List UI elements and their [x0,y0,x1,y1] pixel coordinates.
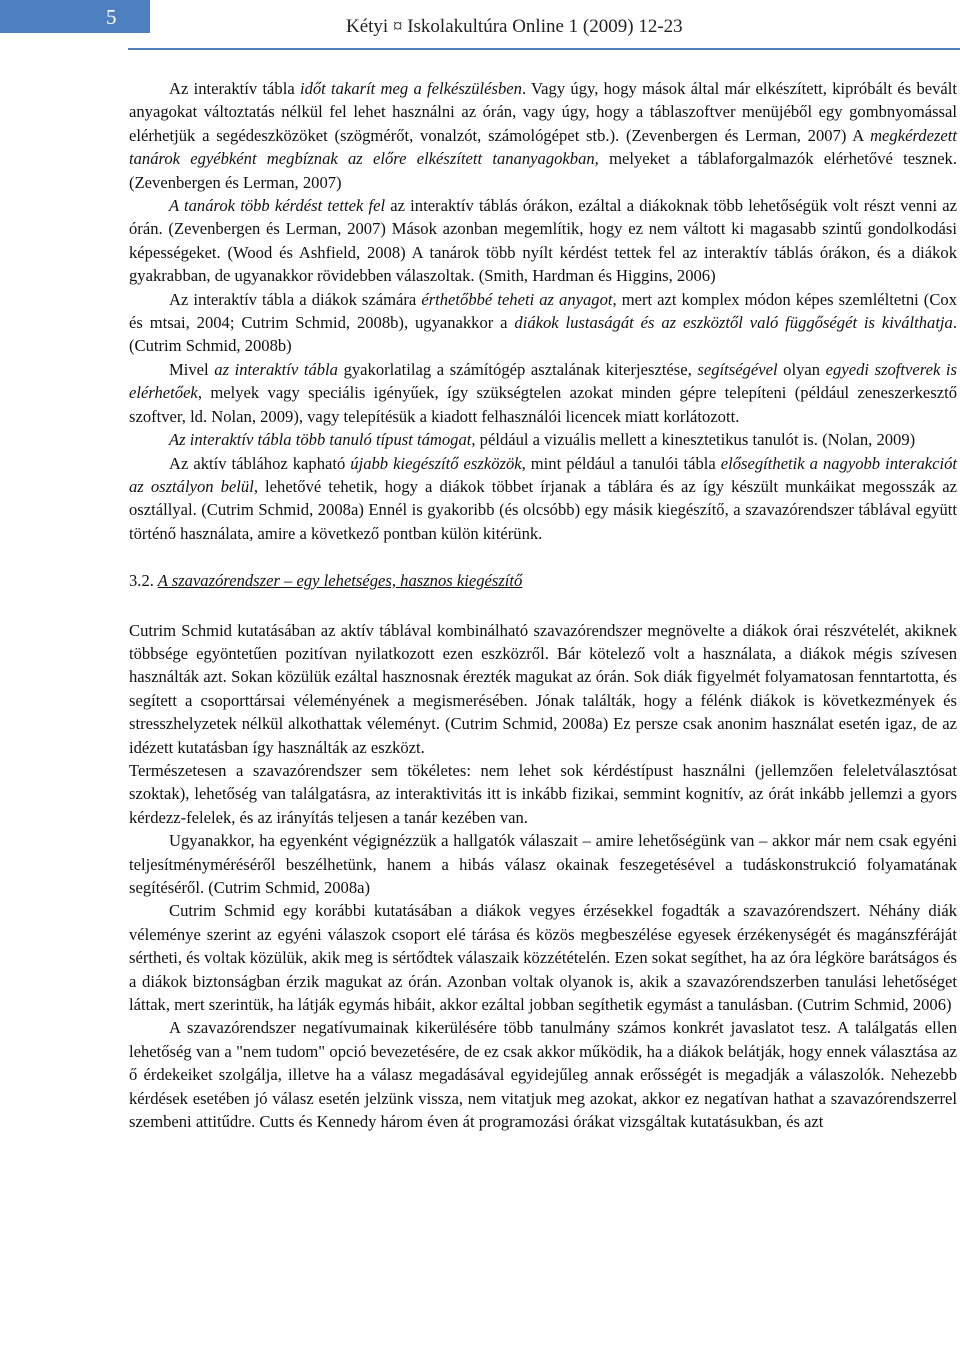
paragraph-6: Az aktív táblához kapható újabb kiegészítő eszközök, mint például a tanulói tábla elősegíthetik a nagyobb interakciót az osztályon belül, lehetővé tehetik, hogy a diákok többet írjanak a táblára és az így készült munkáikat megosszák az osztállyal. (Cutrim Schmid, 2008a) Ennél is gyakoribb (és olcsóbb) egy másik kiegészítő, a szavazórendszer táblával együtt történő használata, amire a következő pontban külön kitérünk. [129,453,957,543]
paragraph-5: Az interaktív tábla több tanuló típust támogat, például a vizuális mellett a kinesztetikus tanulót is. (Nolan, 2009) [169,430,916,450]
paragraph-9: Ugyanakkor, ha egyenként végignézzük a hallgatók válaszait – amire lehetőségünk van – akkor már nem csak egyéni teljesítményméréséről beszélhetünk, hanem a hibás válasz okainak feszegetésével a tudáskonstrukció folyamatának segítéséről. (Cutrim Schmid, 2008a) [129,831,957,897]
paragraph-2: A tanárok több kérdést tettek fel az interaktív táblás órákon, ezáltal a diákoknak több lehetőségük volt részt venni az órán. (Zevenbergen és Lerman, 2007) Mások azonban megemlítik, hogy ez nem váltott ki magasabb szintű gondolkodási képességeket. (Wood és Ashfield, 2008) A tanárok több nyílt kérdést tettek fel az interaktív táblás órákon, és a diákok gyakrabban, de ugyanakkor rövidebben válaszoltak. (Smith, Hardman és Higgins, 2006) [129,196,957,286]
paragraph-8: Természetesen a szavazórendszer sem tökéletes: nem lehet sok kérdéstípust használni (jellemzően feleletválasztósat szoktak), lehetőség van találgatásra, az interaktivitás itt is inkább fizikai, semmint kognitív, az órát inkább jellemzi a gyors kérdezz-felelek, és az irányítás teljesen a tanár kezében van. [129,760,957,827]
paragraph-11: A szavazórendszer negatívumainak kikerülésére több tanulmány számos konkrét javaslatot tesz. A találgatás ellen lehetőség van a "nem tudom" opció bevezetésére, de ez csak akkor működik, ha a diákok belátják, hogy ennek választása az ő érdekeiket szolgálja, illetve ha a válasz megadásával egyidejűleg annak erősségét is megadják a válaszolók. Nehezebb kérdések esetében jó válasz esetén jelzünk vissza, nem vitatjuk meg azokat, akkor ez negatívan hathat a szavazórendszerrel szembeni attitűdre. Cutts és Kennedy három éven át programozási órákat vizsgáltak kutatásukban, és azt [129,1018,957,1132]
paragraph-1: Az interaktív tábla időt takarít meg a felkészülésben. Vagy úgy, hogy mások által már elkészített, kipróbált és bevált anyagokat változtatás nélkül fel lehet használni az órán, vagy úgy, hogy a táblaszoftver menüjéből egy gombnyomással elérhetjük a segédeszközöket (szögmérőt, vonalzót, számológépet stb.). (Zevenbergen és Lerman, 2007) A megkérdezett tanárok egyébként megbíznak az előre elkészített tananyagokban, melyeket a táblaforgalmazók elérhetővé tesznek. (Zevenbergen és Lerman, 2007) [129,79,958,192]
header-rule [128,48,960,50]
section-number: 3.2. [129,571,154,591]
section-heading [129,569,957,592]
section-title: A szavazórendszer – egy lehetséges, hasznos kiegészítő [157,571,523,591]
paragraph-10: Cutrim Schmid egy korábbi kutatásában a diákok vegyes érzésekkel fogadták a szavazórendszert. Néhány diák véleménye szerint az egyéni válaszok csoport elé tárása és közös megbeszélése egyesek érzékenységét és magánszféráját sértheti, és voltak közülük, akik meg is sértődtek válaszaik közzétételén. Ezen sokat segíthet, ha az óra légköre barátságos és a diákok biztonságban érzik magukat az órán. Azonban voltak olyanok is, akik a szavazórendszerben tanulási lehetőséget láttak, mert szerintük, ha látják egymás hibáit, akkor ezáltal jobban segíthetik egymást a tanulásban. (Cutrim Schmid, 2006) [129,901,957,1015]
article-body [129,77,957,1133]
paragraph-7: Cutrim Schmid kutatásában az aktív táblával kombinálható szavazórendszer megnövelte a diákok órai részvételét, akiknek többsége egyöntetűen pozitívan nyilatkozott ezen eszközről. Bár kötelező volt a használata, a diákok mégis szívesen használták azt. Sokan közülük ezáltal hasznosnak érezték magukat az órán. Sok diák figyelmét folyamatosan fenntartotta, és segített a csoporttársai véleményének a megismerésében. Jónak találták, hogy a félénk diákok is következmények és stresszhelyzetek nélkül alkothattak véleményt. (Cutrim Schmid, 2008a) Ez persze csak anonim használat esetén igaz, de az idézett kutatásban így használták az eszközt. [129,620,957,757]
paragraph-4: Mivel az interaktív tábla gyakorlatilag a számítógép asztalának kiterjesztése, segítségével olyan egyedi szoftverek is elérhetőek, melyek vagy speciális igényűek, így szükségtelen azokat minden gépre telepíteni (például zeneszerkesztő szoftver, ld. Nolan, 2009), vagy telepítésük a kiadott felhasználói licencek miatt korlátozott. [129,359,958,426]
paragraph-3: Az interaktív tábla a diákok számára érthetőbbé teheti az anyagot, mert azt komplex módon képes szemléltetni (Cox és mtsai, 2004; Cutrim Schmid, 2008b), ugyanakkor a diákok lustaságát és az eszköztől való függőségét is kiválthatja. (Cutrim Schmid, 2008b) [129,289,957,356]
running-header: Kétyi ¤ Iskolakultúra Online 1 (2009) 12-23 [346,16,683,37]
page-number: 5 [106,5,117,29]
